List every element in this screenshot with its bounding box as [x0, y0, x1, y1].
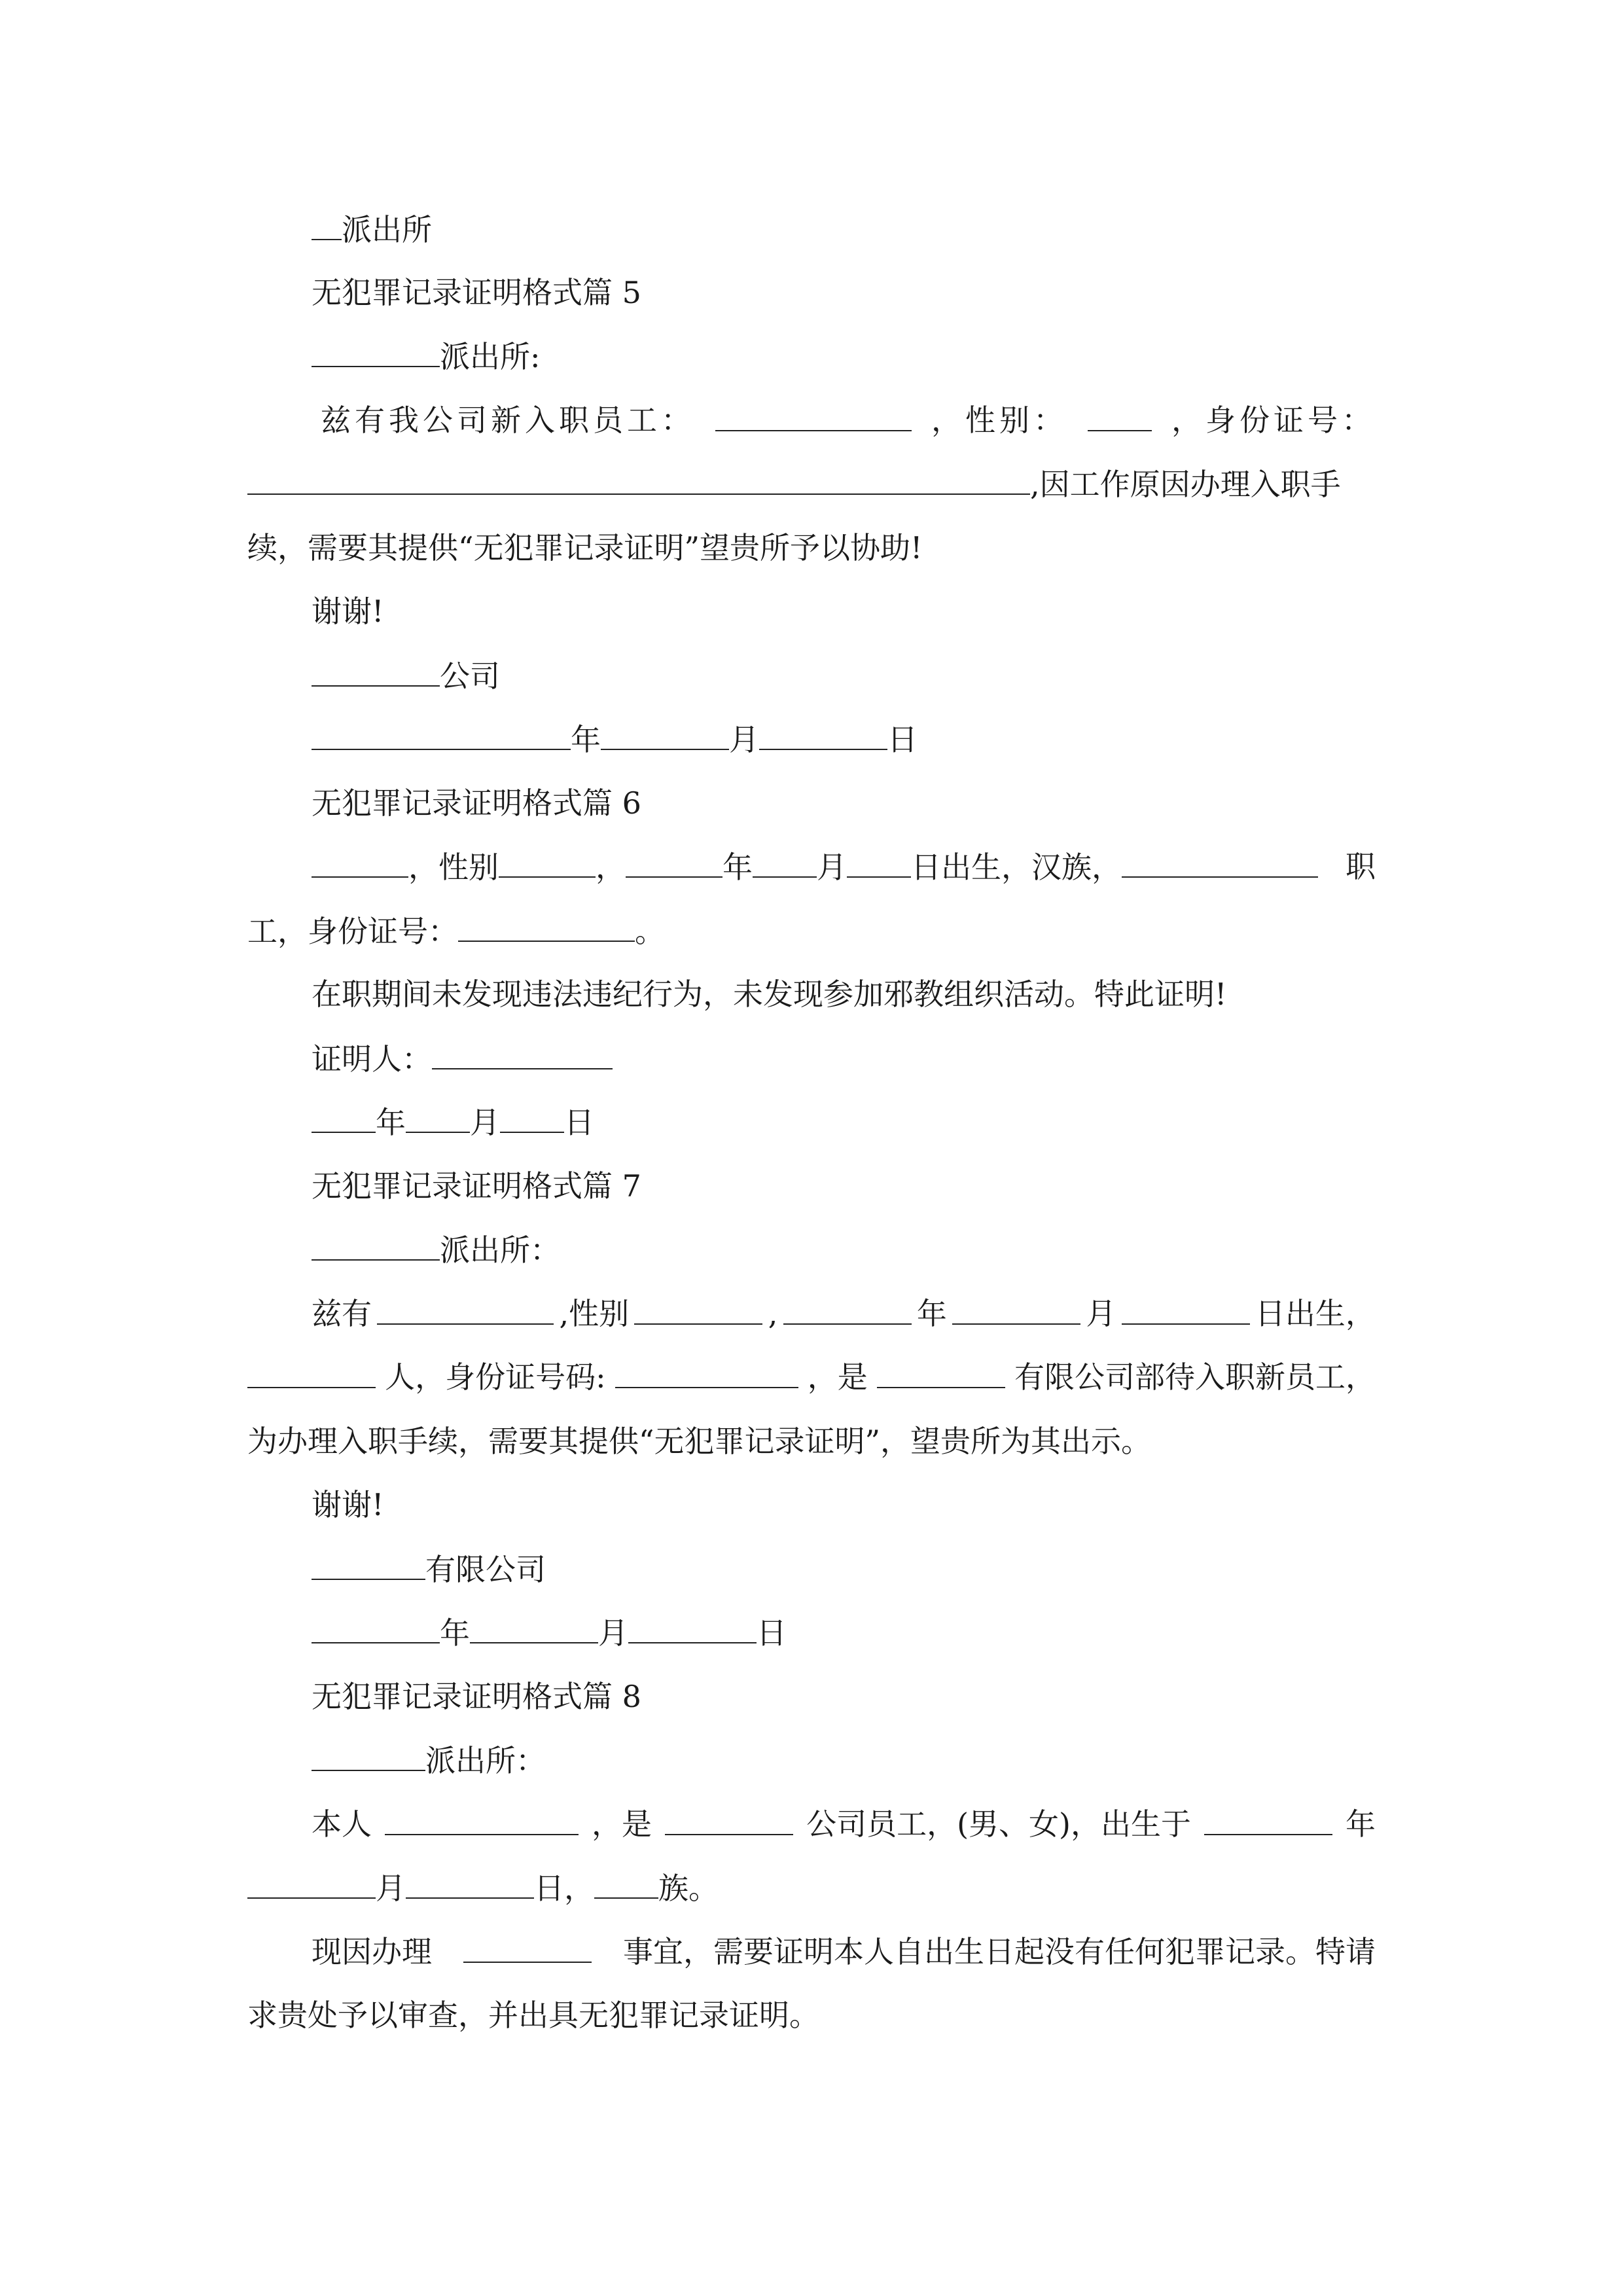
text: 日出生， [1255, 1296, 1376, 1331]
paragraph-line [247, 1996, 1376, 2034]
text: 证明人： [312, 1041, 432, 1077]
text: 月 [598, 1615, 628, 1651]
paragraph-line [247, 1422, 1376, 1460]
blank-field [615, 1358, 798, 1388]
text: ,性别 [559, 1296, 630, 1331]
heading-text: 无犯罪记录证明格式篇 6 [312, 785, 641, 821]
text: ， [596, 850, 626, 885]
text: 人，身份证号码: [385, 1359, 606, 1395]
paragraph-line [312, 1805, 1376, 1843]
text: , [768, 1296, 778, 1331]
text: 日， [534, 1871, 594, 1906]
text: 月 [729, 722, 759, 757]
paragraph-line [312, 1933, 1376, 1971]
section-heading-7 [312, 1167, 1376, 1205]
company-line [312, 656, 1376, 695]
blank-field [312, 1103, 376, 1133]
text: 年 [722, 850, 753, 885]
text: 有限公司部待入职新员工， [1014, 1359, 1376, 1395]
date-line [312, 1613, 1376, 1652]
blank-field [458, 912, 635, 942]
text: 公司员工，(男、女)，出生于 [806, 1806, 1191, 1842]
blank-field [594, 1869, 658, 1899]
text: 日出生，汉族， [911, 850, 1122, 885]
paragraph-line [247, 912, 1376, 950]
blank-field [312, 720, 571, 750]
text: 派出所: [440, 339, 541, 374]
paragraph-line [312, 848, 1376, 886]
text: ，身份证号： [1171, 403, 1376, 438]
text: 兹有我公司新入职员工： [321, 403, 695, 438]
blank-field [312, 337, 440, 367]
blank-field [601, 720, 729, 750]
blank-field [634, 1295, 762, 1325]
blank-field [470, 1613, 598, 1643]
text: 月 [470, 1105, 500, 1140]
blank-field [432, 1039, 613, 1069]
text: 谢谢! [312, 1487, 384, 1522]
blank-field [753, 848, 817, 878]
blank-field [247, 1869, 376, 1899]
blank-field [385, 1805, 579, 1835]
text: 派出所 [342, 212, 432, 247]
text: ,因工作原因办理入职手 [1030, 467, 1341, 502]
blank-field [665, 1805, 793, 1835]
blank-field [500, 1103, 564, 1133]
blank-field [312, 1550, 425, 1580]
section-heading-8 [312, 1677, 1376, 1715]
text: 年 [916, 1296, 947, 1331]
blank-field [312, 1741, 425, 1771]
paragraph-line [247, 465, 1376, 503]
blank-field [312, 656, 440, 687]
text: 月 [1086, 1296, 1116, 1331]
date-line [312, 720, 1376, 759]
blank-field [312, 210, 342, 240]
blank-field [406, 1869, 534, 1899]
blank-field [406, 1103, 470, 1133]
text: ，性别 [408, 850, 499, 885]
text: 续，需要其提供“无犯罪记录证明”望贵所予以协助! [247, 530, 923, 565]
text: 年 [376, 1105, 406, 1140]
thanks-line [312, 1486, 1376, 1524]
blank-field [312, 1230, 440, 1261]
paragraph-line [312, 1295, 1376, 1333]
text: 月 [376, 1871, 406, 1906]
text: 。 [635, 914, 665, 949]
text: 日 [887, 722, 918, 757]
text: 职 [1346, 849, 1376, 884]
addressee-line [312, 337, 1376, 376]
paragraph-line [247, 1358, 1376, 1396]
date-line [312, 1103, 1376, 1141]
blank-field [715, 401, 912, 431]
text: 事宜，需要证明本人自出生日起没有任何犯罪记录。特请 [623, 1934, 1376, 1969]
paragraph-line [247, 1869, 1376, 1907]
text: ，是 [592, 1806, 652, 1842]
text: 派出所： [425, 1743, 546, 1778]
text: 有限公司 [425, 1552, 546, 1587]
blank-field [628, 1613, 757, 1643]
text: 兹有 [312, 1296, 372, 1331]
heading-text: 无犯罪记录证明格式篇 8 [312, 1679, 641, 1714]
text: 为办理入职手续，需要其提供“无犯罪记录证明”，望贵所为其出示。 [247, 1424, 1152, 1459]
blank-field [312, 1613, 440, 1643]
addressee-line [312, 1741, 1376, 1780]
blank-field [847, 848, 911, 878]
text: ，性别： [931, 403, 1067, 438]
text: 月 [817, 850, 847, 885]
paragraph-line [247, 529, 1376, 567]
text: ，是 [807, 1359, 868, 1395]
blank-field [759, 720, 887, 750]
blank-field [1122, 848, 1318, 878]
heading-text: 无犯罪记录证明格式篇 7 [312, 1168, 641, 1204]
paragraph-line [312, 975, 1376, 1013]
blank-field [1088, 401, 1152, 431]
heading-text: 无犯罪记录证明格式篇 5 [312, 275, 641, 310]
blank-field [877, 1358, 1005, 1388]
police-station-line [312, 210, 1376, 249]
section-heading-5 [312, 274, 1376, 312]
blank-field [247, 465, 1030, 495]
paragraph-line [321, 401, 1376, 439]
text: 年 [571, 722, 601, 757]
addressee-line [312, 1230, 1376, 1269]
certifier-line [312, 1039, 1376, 1078]
text: 年 [440, 1615, 470, 1651]
text: 日 [564, 1105, 594, 1140]
company-line [312, 1550, 1376, 1588]
blank-field [1122, 1295, 1250, 1325]
blank-field [463, 1933, 592, 1963]
text: 现因办理 [312, 1934, 432, 1969]
thanks-line [312, 592, 1376, 630]
blank-field [783, 1295, 912, 1325]
blank-field [312, 848, 408, 878]
text: 派出所： [440, 1232, 560, 1268]
text: 族。 [658, 1871, 719, 1906]
text: 年 [1346, 1806, 1376, 1842]
text: 日 [757, 1615, 787, 1651]
blank-field [952, 1295, 1080, 1325]
text: 公司 [440, 658, 500, 694]
blank-field [377, 1295, 554, 1325]
text: 在职期间未发现违法违纪行为，未发现参加邪教组织活动。特此证明! [312, 977, 1227, 1012]
section-heading-6 [312, 784, 1376, 822]
blank-field [499, 848, 596, 878]
text: 求贵处予以审查，并出具无犯罪记录证明。 [247, 1998, 819, 2033]
blank-field [247, 1358, 376, 1388]
text: 本人 [312, 1806, 372, 1842]
text: 谢谢! [312, 594, 384, 629]
blank-field [1204, 1805, 1332, 1835]
text: 工，身份证号： [247, 914, 458, 949]
blank-field [626, 848, 722, 878]
